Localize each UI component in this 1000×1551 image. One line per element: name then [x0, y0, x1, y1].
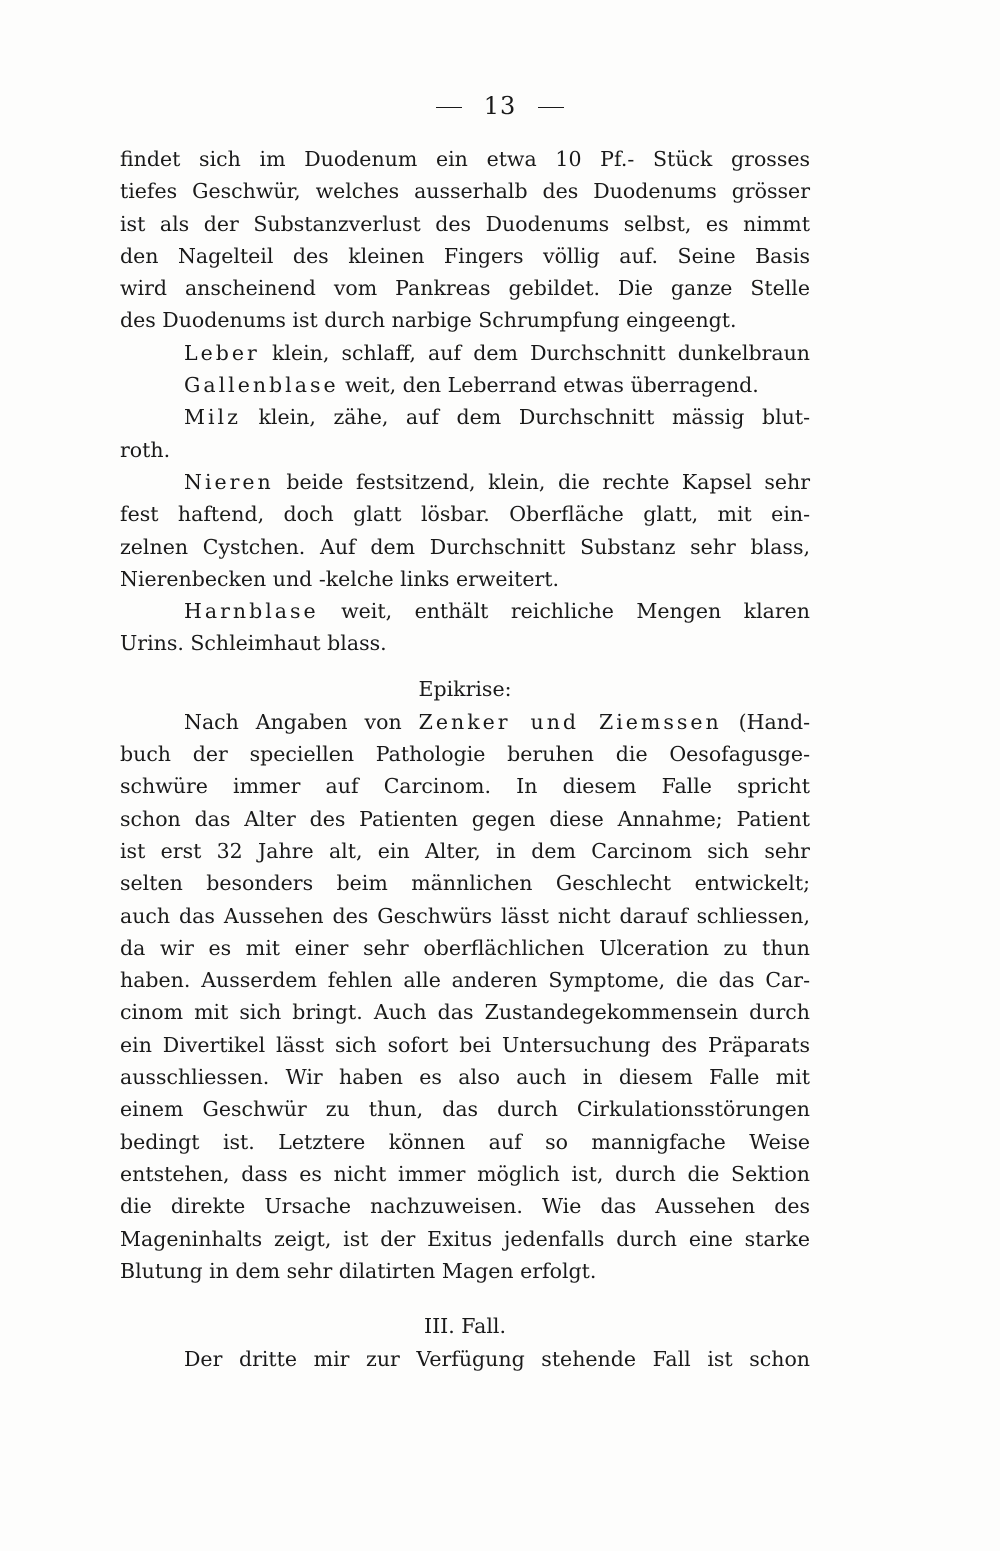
harnblase-text: weit, enthält reichliche Mengen klaren	[318, 599, 810, 624]
organ-term-leber: Leber	[184, 340, 260, 365]
epikrise-text-c: (Hand-	[721, 709, 810, 734]
organ-term-gallenblase: Gallenblase	[184, 373, 339, 398]
leber-text: klein, schlaff, auf dem Durchschnitt dunkelbraun	[259, 340, 810, 365]
epikrise-text-b: und	[510, 709, 599, 734]
harnblase-line	[120, 595, 810, 627]
text-line: buch der speciellen Pathologie beruhen die Oesofagusge-	[120, 742, 810, 767]
epikrise-first-line	[120, 706, 810, 738]
spacer	[120, 660, 810, 672]
text-line: Blutung in dem sehr dilatirten Magen erfolgt.	[120, 1258, 597, 1283]
text-line: selten besonders beim männlichen Geschlecht entwickelt;	[120, 871, 810, 896]
text-line: ist erst 32 Jahre alt, ein Alter, in dem Carcinom sich sehr	[120, 838, 810, 863]
text-line: bedingt ist. Letztere können auf so mannigfache Weise	[120, 1129, 810, 1154]
text-line: roth.	[120, 437, 171, 462]
text-line: schon das Alter des Patienten gegen diese Annahme; Patient	[120, 806, 810, 831]
fall-first-line: Der dritte mir zur Verfügung stehende Fall ist schon	[184, 1347, 810, 1372]
spacer	[120, 1287, 810, 1309]
page-number: 13	[483, 92, 517, 120]
text-line: entstehen, dass es nicht immer möglich ist, durch die Sektion	[120, 1161, 810, 1186]
author-name-ziemssen: Ziemssen	[598, 709, 722, 734]
text-line: haben. Ausserdem fehlen alle anderen Symptome, die das Car-	[120, 968, 810, 993]
text-line: schwüre immer auf Carcinom. In diesem Falle spricht	[120, 774, 810, 799]
milz-line	[120, 401, 810, 433]
organ-term-harnblase: Harnblase	[184, 599, 319, 624]
leber-line	[120, 337, 810, 369]
section-heading-epikrise: Epikrise:	[418, 676, 512, 701]
text-line: auch das Aussehen des Geschwürs lässt nicht darauf schliessen,	[120, 903, 810, 928]
organ-term-milz: Milz	[184, 405, 241, 430]
text-line: ist als der Substanzverlust des Duodenums selbst, es nimmt	[120, 211, 810, 236]
author-name-zenker: Zenker	[418, 709, 511, 734]
text-line: Nierenbecken und -kelche links erweitert.	[120, 566, 560, 591]
organ-term-nieren: Nieren	[184, 469, 274, 494]
nieren-text: beide festsitzend, klein, die rechte Kapsel sehr	[273, 469, 810, 494]
text-line: ein Divertikel lässt sich sofort bei Untersuchung des Präparats	[120, 1032, 810, 1057]
body-text	[120, 143, 810, 1375]
text-line: ausschliessen. Wir haben es also auch in diesem Falle mit	[120, 1065, 810, 1090]
text-line: zelnen Cystchen. Auf dem Durchschnitt Substanz sehr blass,	[120, 534, 810, 559]
section-heading-fall: III. Fall.	[423, 1314, 506, 1339]
text-line: Mageninhalts zeigt, ist der Exitus jedenfalls durch eine starke	[120, 1226, 810, 1251]
left-dash	[436, 107, 462, 108]
text-line: des Duodenums ist durch narbige Schrumpfung eingeengt.	[120, 308, 737, 333]
nieren-line	[120, 466, 810, 498]
text-line: einem Geschwür zu thun, das durch Cirkulationsstörungen	[120, 1097, 810, 1122]
text-line: cinom mit sich bringt. Auch das Zustandegekommensein durch	[120, 1000, 810, 1025]
page-number-header	[0, 92, 1000, 120]
text-line: wird anscheinend vom Pankreas gebildet. Die ganze Stelle	[120, 276, 810, 301]
text-line: da wir es mit einer sehr oberflächlichen Ulceration zu thun	[120, 935, 810, 960]
text-line: den Nagelteil des kleinen Fingers völlig auf. Seine Basis	[120, 243, 810, 268]
milz-text: klein, zähe, auf dem Durchschnitt mässig blut-	[240, 405, 810, 430]
epikrise-text-a: Nach Angaben von	[184, 709, 419, 734]
text-line: fest haftend, doch glatt lösbar. Oberfläche glatt, mit ein-	[120, 502, 810, 527]
text-line: findet sich im Duodenum ein etwa 10 Pf.- Stück grosses	[120, 147, 810, 171]
gallenblase-line	[120, 369, 810, 401]
gallenblase-text: weit, den Leberrand etwas überragend.	[338, 373, 759, 398]
text-line: Urins. Schleimhaut blass.	[120, 631, 387, 656]
text-line: die direkte Ursache nachzuweisen. Wie das Aussehen des	[120, 1194, 810, 1219]
right-dash	[538, 107, 564, 108]
text-line: tiefes Geschwür, welches ausserhalb des Duodenums grösser	[120, 179, 810, 204]
